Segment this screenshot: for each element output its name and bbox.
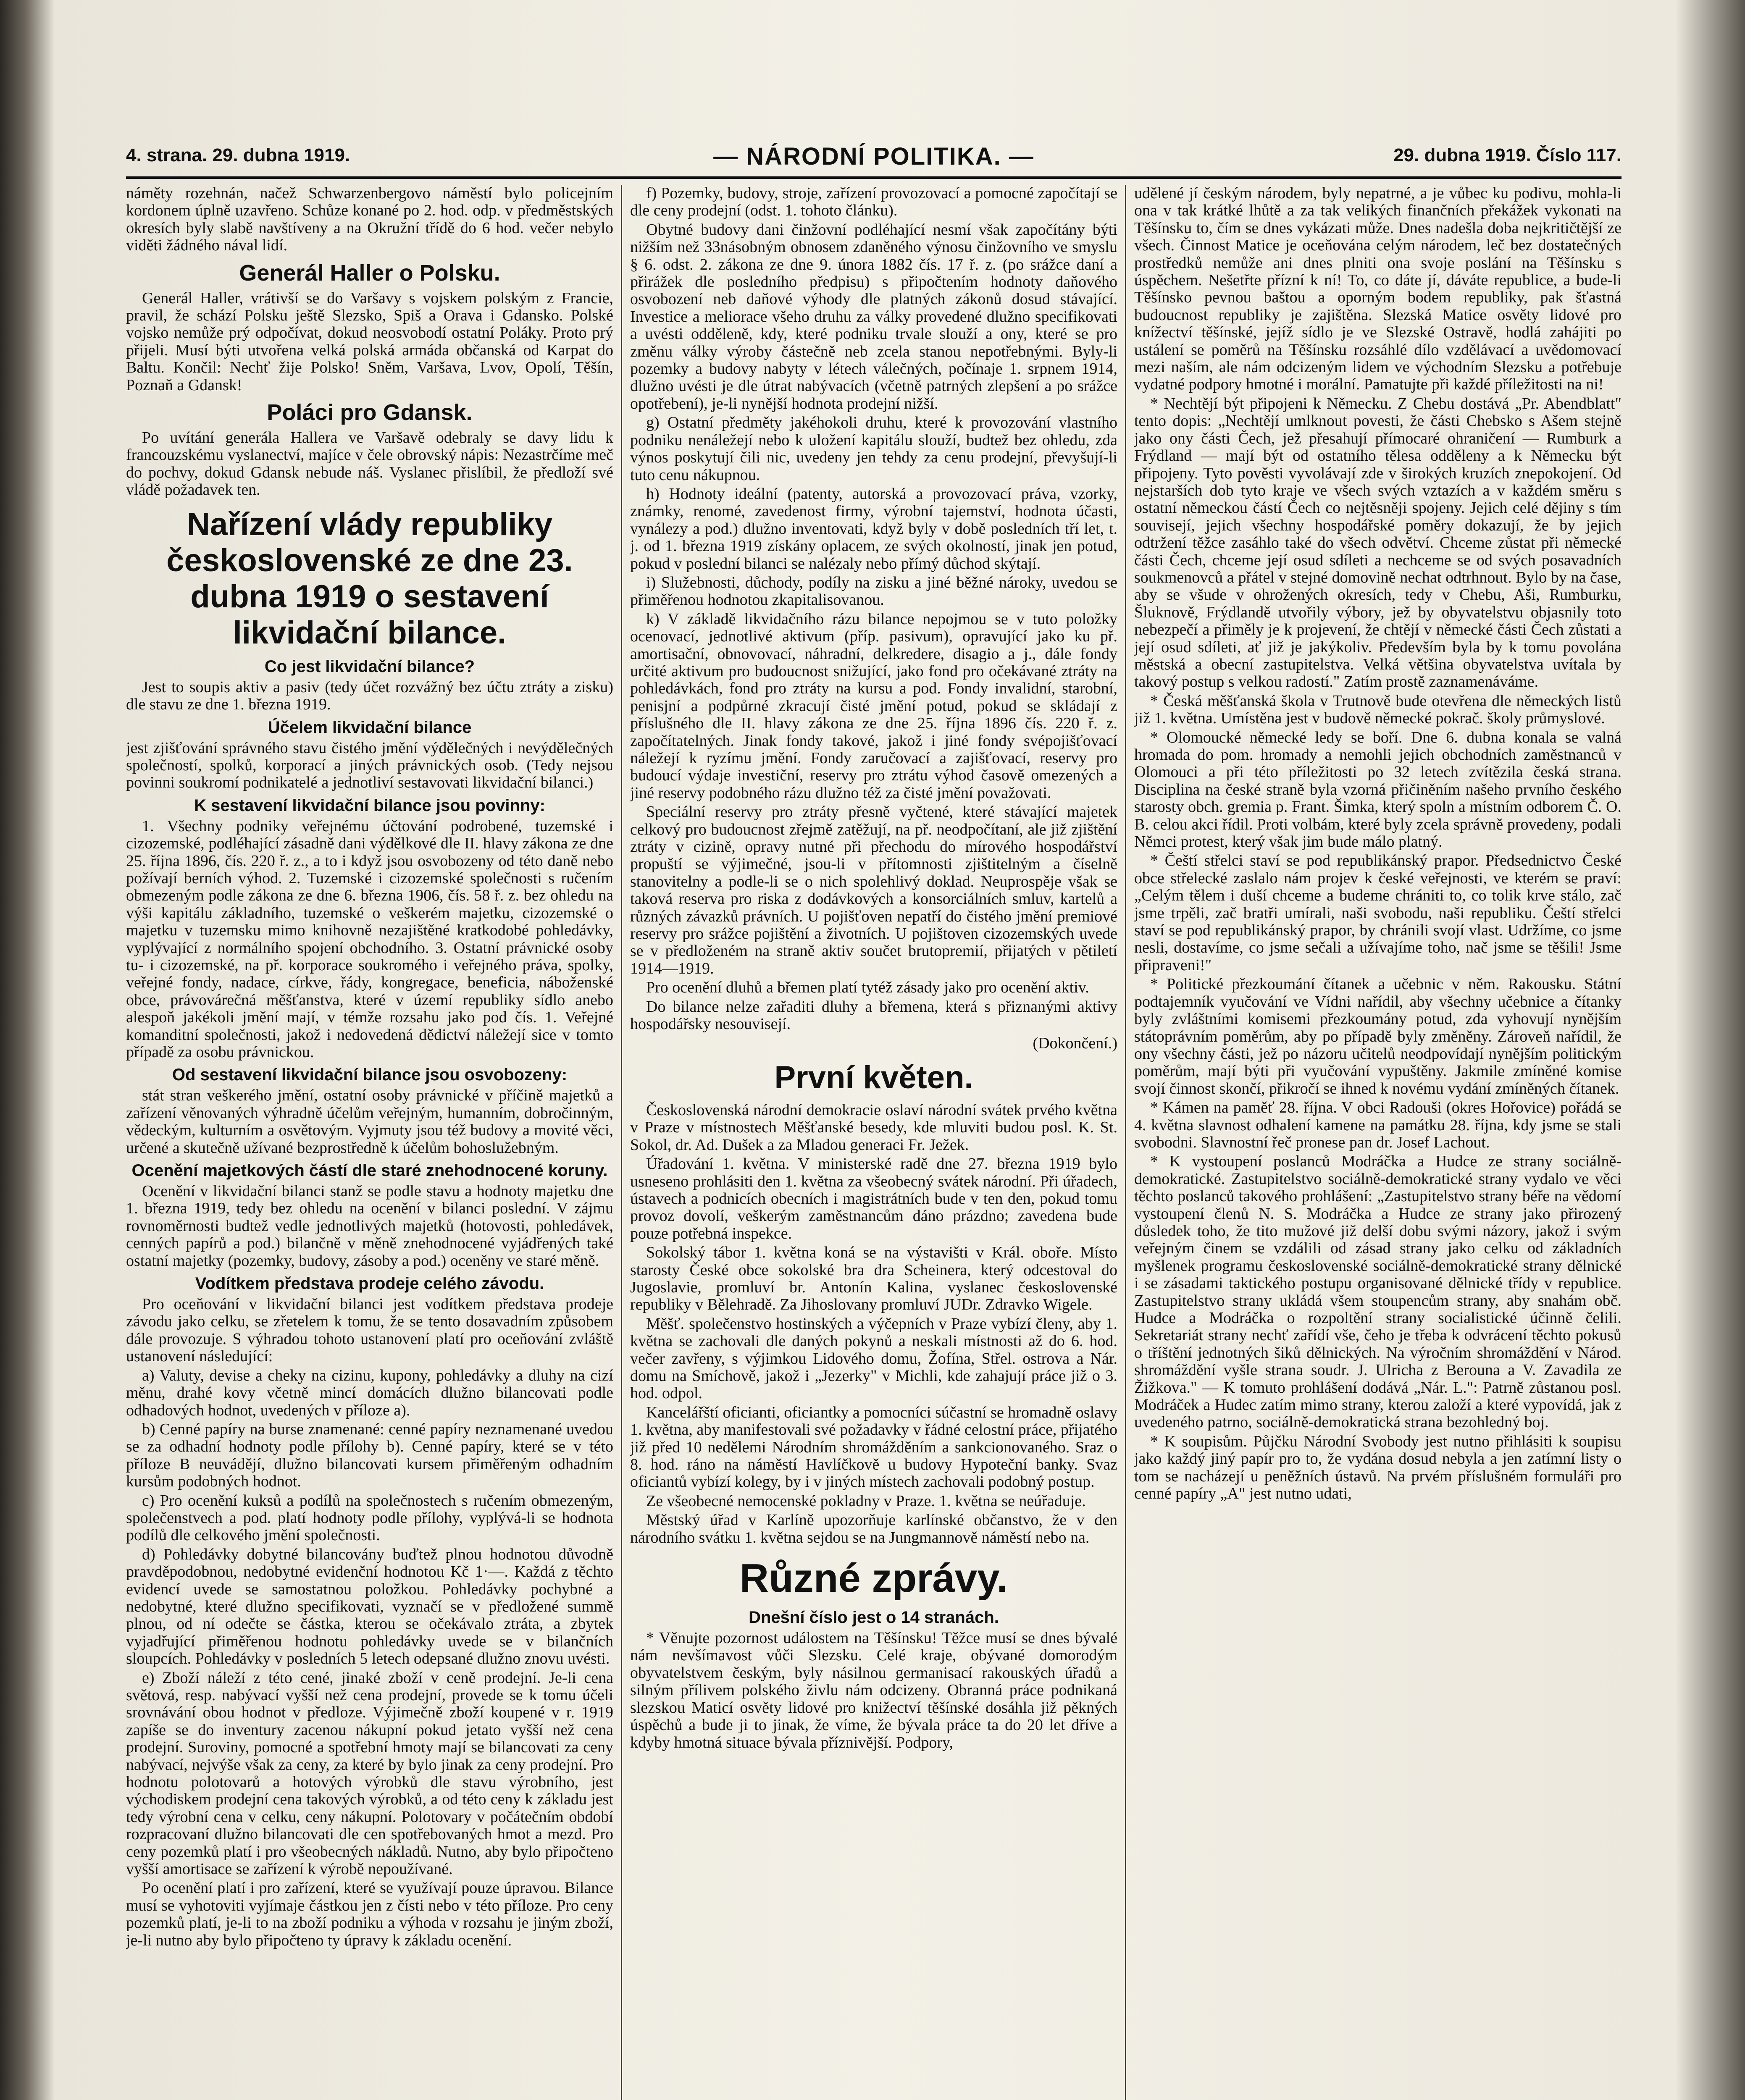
article-text: Úřadování 1. května. V ministerské radě dne 27. března 1919 bylo usneseno prohlásiti den 1. května za všeobecný svátek národní. Při úřadech, ústavech a podnicích obecních i magistrátních bude v ten den, pokud tomu provoz dovolí, veškerým zaměstnancům dáno prázdno; zavedena bude pouze potřebná inspekce. bbox=[630, 1155, 1117, 1242]
article-text: Obytné budovy dani činžovní podléhající nesmí však započítány býti nižším než 33násobným obnosem zdaněného výnosu činžovního ve smyslu § 6. odst. 2. zákona ze dne 9. února 1882 čís. 17 ř. z. (po srážce daní a přirážek dle posledního předpisu) s připočtením hodnoty daňového osvobození neb daňové výhody dle platných zákonů dosud stávající. Investice a meliorace všeho druhu za války provedené dlužno specifikovati a uvésti odděleně, kdy, které podniku trvale slouží a ony, které se pro změnu války výroby částečně neb zcela stanou nepotřebnými. Byly-li pozemky a budovy nabyty v létech válečných, počínaje 1. srpnem 1914, dlužno uvésti je dle útrat nabývacích (včetně patrných zlepšení a po srážce opotřebení), je-li nynější hodnota prodejní nižší. bbox=[630, 220, 1117, 412]
article-text: a) Valuty, devise a cheky na cizinu, kupony, pohledávky a dluhy na cizí měnu, drahé kovy včetně mincí domácích dlužno bilancovati podle odhadových hodnot, uvedených v příloze a). bbox=[126, 1366, 613, 1419]
article-text: Ocenění v likvidační bilanci stanž se podle stavu a hodnoty majetku dne 1. března 1919, tedy bez ohledu na ocenění v bilanci poslední. V zájmu rovnoměrnosti budtež vedle jednotlivých majetků (hotovosti, pohledávek, cenných papírů a pod.) bilančně v měně znehodnocené vyjádřených také ostatní majetky (pozemky, budovy, zásoby a pod.) oceněny ve staré měně. bbox=[126, 1182, 613, 1270]
article-text: Do bilance nelze zařaditi dluhy a břemena, která s přiznanými aktivy hospodářsky nesouvisejí. bbox=[630, 998, 1117, 1033]
article-subheading: Vodítkem představa prodeje celého závodu. bbox=[195, 1274, 544, 1293]
section-headline: Různé zprávy. bbox=[739, 1556, 1008, 1601]
article-text: jest zjišťování správného stavu čistého jmění výdělečných i nevýdělečných společností, spolků, korporací a jiných právnických osob. (Tedy nejsou povinni soukromí podnikatelé a jednotliví sestavovati likvidační bilanci.) bbox=[126, 739, 613, 792]
article-text: * Čeští střelci staví se pod republikánský prapor. Předsednictvo České obce střelecké zaslalo nám projev k české veřejnosti, ve kterém se praví: „Celým tělem i duší chceme a budeme chrániti to, co tolik krve stálo, zač jsme trpěli, zač bratři umírali, naši svobodu, naši republiku. Čeští střelci staví se pod republikánský prapor, by chránili svojí vlast. Udržíme, co jsme nesli, dostavíme, co jsme sečali a užívajíme toho, nač jsme se těšili! Jsme připraveni!" bbox=[1134, 852, 1621, 974]
article-text: Sokolský tábor 1. května koná se na výstavišti v Král. oboře. Místo starosty České obce sokolské bra dra Scheinera, který odcestoval do Jugoslavie, promluví br. Antonín Kalina, vyslanec československé republiky v Bělehradě. Za Jihoslovany promluví JUDr. Zdravko Wigele. bbox=[630, 1244, 1117, 1314]
article-heading: Poláci pro Gdansk. bbox=[267, 400, 473, 425]
article-headline: Nařízení vlády republiky československé ze dne 23. dubna 1919 o sestavení likvidační bilance. bbox=[166, 506, 573, 651]
article-text: f) Pozemky, budovy, stroje, zařízení provozovací a pomocné započítají se dle ceny prodejní (odst. 1. tohoto článku). bbox=[630, 185, 1117, 220]
header-issue-number: 29. dubna 1919. Číslo 117. bbox=[1393, 145, 1621, 165]
article-text: 1. Všechny podniky veřejnému účtování podrobené, tuzemské i cizozemské, podléhající zásadně dani výdělkové dle II. hlavy zákona ze dne 25. října 1896, čís. 220 ř. z., a to i když jsou osvobozeny od této daně nebo požívají berních výhod. 2. Tuzemské i cizozemské společnosti s ručením obmezeným podle zákona ze dne 6. března 1906, čís. 58 ř. z. bez ohledu na výši kapitálu základního, tuzemské o veškerém majetku, cizozemské o majetku v tuzemsku mimo knihovně nezajištěné kratkodobé pohledávky, vyplývající z normálního spojení obchodního. 3. Ostatní právnické osoby tu- i cizozemské, na př. korporace soukromého i veřejného práva, spolky, veřejné fondy, nadace, církve, řády, kongregace, beneficia, náboženské obce, právovárečná měšťanstva, které v území republiky sídlo anebo alespoň jakékoli jmění mají, v témže rozsahu jako pod čís. 1. Veřejné komanditní společnosti, jakož i nedovedená dědictví náležejí sice v tomto případě za osobu právnickou. bbox=[126, 817, 613, 1061]
article-text: Generál Haller, vrátivší se do Varšavy s vojskem polským z Francie, pravil, že schází Polsku ještě Slezsko, Spiš a Orava i Gdansko. Polské vojsko nemůže prý odpočívat, dokud neosvobodí ostatní Poláky. Proto prý přijeli. Musí býti utvořena velká polská armáda občanská od Karpat do Baltu. Končil: Nechť žije Polsko! Sněm, Varšava, Lvov, Opolí, Těšín, Poznaň a Gdansk! bbox=[126, 289, 613, 394]
article-text: * Kámen na paměť 28. října. V obci Radouši (okres Hořovice) pořádá se 4. května slavnost odhalení kamene na památku 28. října, kdy jsme se stali svobodni. Slavnostní řeč pronese pan dr. Josef Lachout. bbox=[1134, 1099, 1621, 1151]
article-text: Ze všeobecné nemocenské pokladny v Praze. 1. května se neúřaduje. bbox=[646, 1492, 1086, 1510]
article-continuation-note: (Dokončení.) bbox=[1033, 1034, 1117, 1052]
article-subheading: Účelem likvidační bilance bbox=[268, 718, 472, 737]
article-text: h) Hodnoty ideální (patenty, autorská a provozovací práva, vzorky, známky, renomé, zavedenost firmy, výrobní tajemství, hodnota účasti, vynálezy a pod.) dlužno inventovati, když byly v době posledních tří let, t. j. od 1. března 1919 získány oplacem, ze svých okolností, jinak jen potud, pokud v poslední bilanci se nalézaly nebo přímý důchod skýtají. bbox=[630, 485, 1117, 572]
article-text: b) Cenné papíry na burse znamenané: cenné papíry neznamenané uvedou se za odhadní hodnoty podle přílohy b). Cenné papíry, které se v této příloze B neuvádějí, dlužno bilancovati kursem přiměřeným odhadním kursům podobných hodnot. bbox=[126, 1420, 613, 1491]
article-text: Pro oceňování v likvidační bilanci jest vodítkem představa prodeje závodu jako celku, se zřetelem k tomu, že se tento dosavadním způsobem dále provozuje. S výhradou tohoto ustanovení platí pro oceňování zvláště ustanovení následující: bbox=[126, 1295, 613, 1365]
article-text: * Česká měšťanská škola v Trutnově bude otevřena dle německých listů již 1. května. Umístěna jest v budově německé pokrač. školy průmyslové. bbox=[1134, 692, 1621, 727]
article-text: náměty rozehnán, načež Schwarzenbergovo náměstí bylo policejním kordonem úplně uzavřeno. Schůze konané po 2. hod. odp. v předměstských okresích byly slabě navštíveny a na Okružní třídě do 6 hod. večer nebylo viděti žádného nával lidí. bbox=[126, 185, 613, 255]
section-subheading: Dnešní číslo jest o 14 stranách. bbox=[749, 1608, 999, 1627]
column-3 bbox=[1134, 185, 1621, 2100]
column-divider bbox=[621, 185, 622, 2100]
article-text: d) Pohledávky dobytné bilancovány buďtež plnou hodnotou důvodně pravděpodobnou, nedobytné evidenční hodnotou Kč 1·—. Každá z těchto evidencí uvede se samostatnou položkou. Pohledávky pochybné a nedobytné, které dlužno specifikovati, vyznačí se v předložené summě plnou, od ní odečte se částka, kterou se očekávalo ztráta, a zbytek vyjadřující přiměřenou hodnotu pohledávky uvede se v bilančních sloupcích. Pohledávky v posledních 5 letech odepsané dlužno znovu uvésti. bbox=[126, 1545, 613, 1668]
article-text: * Olomoucké německé ledy se boří. Dne 6. dubna konala se valná hromada do pom. hromady a nemohli jejich obchodních zaměstnanců v Olomouci a při této příležitosti po 32 letech zvítězila česká strana. Disciplina na české straně byla vzorná přičiněním našeho prvního českého starosty obch. gremia p. Frant. Šimka, který spoln a místním odborem Č. O. B. celou akci řídil. Proti volbám, které byly zcela správně provedeny, podali Němci protest, který však jim bude málo platný. bbox=[1134, 728, 1621, 851]
masthead-title: — NÁRODNÍ POLITIKA. — bbox=[713, 143, 1034, 170]
article-text: Po ocenění platí i pro zařízení, které se využívají pouze úpravou. Bilance musí se vyhotoviti vyjímaje částkou jen z čísti nebo v této příloze. Pro ceny pozemků platí, je-li to na zboží podniku a výhoda v rozsahu je jiným zboží, je-li nutno aby bylo připočteno ty úpravy k základu ocenění. bbox=[126, 1879, 613, 1949]
article-text: Po uvítání generála Hallera ve Varšavě odebraly se davy lidu k francouzskému vyslanectví, majíce v čele obrovský nápis: Nezastrčíme meč do pochvy, dokud Gdansk nebude náš. Vyslanec přislíbil, že předloží své vládě požadavek ten. bbox=[126, 429, 613, 499]
article-text: k) V základě likvidačního rázu bilance nepojmou se v tuto položky ocenovací, jednotlivé aktivum (příp. pasivum), opravující jako ku př. amortisační, obnovovací, náhradní, delkredere, disagio a j., dále fondy určité aktivum pro budoucnost snižující, jako fond pro očekávané ztráty na pohledávkách, fond pro ztráty na kursu a pod. Fondy invalidní, starobní, penisjní a podpůrné zkracují čisté jmění potud, pokud se skládají z příslušného dle II. hlavy zákona ze dne 25. října 1896 čís. 220 ř. z. započítatelných. Jinak fondy takové, jakož i jiné fondy svépojišťovací náležejí k ryzímu jmění. Fondy zaručovací a zajišťovací, reservy pro budoucí výdaje investiční, reservy pro ztrátu výhod časově omezených a jiné reservy podobného rázu dlužno též za čisté jmění považovati. bbox=[630, 610, 1117, 802]
article-subheading: Co jest likvidační bilance? bbox=[264, 657, 475, 676]
article-headline: První květen. bbox=[774, 1059, 973, 1095]
article-text: udělené jí českým národem, byly nepatrné, a je vůbec ku podivu, mohla-li ona v tak krátké lhůtě a za tak velikých finančních překážek vykonati na Těšínsku to, čím se dnes vykázati může. Dnes nadešla doba nejkritičtější ze všech. Činnost Matice je oceňována celým národem, leč bez dostatečných prostředků nemůže ani dnes plniti ona svoje poslání na Těšínsku s úspěchem. Nešetřte přízní k ní! To, co dáte jí, dáváte republice, a bude-li Těšínsko pevnou baštou a oporným bodem republiky, pak šťastná budoucnost republiky je zajištěna. Slezská Matice osvěty lidové pro knížectví těšínské, jejíž sídlo je ve Slezské Ostravě, hodlá zahájiti po ustálení se poměrů na Těšínsku rozsáhlé dílo vzdělávací a uvědomovací mezi naším, ale nám odcizeným lidem ve východním Slezsku a potřebuje vydatné podpory hmotné i morální. Pamatujte při každé příležitosti na ni! bbox=[1134, 185, 1621, 394]
header-page-date: 4. strana. 29. dubna 1919. bbox=[126, 145, 350, 165]
article-text: Měšť. společenstvo hostinských a výčepních v Praze vybízí členy, aby 1. května se zachovali dle daných pokynů a neskali místnosti až do 6. hod. večer zavřeny, s výjimkou Lidového domu, Žofína, Střel. ostrova a Nár. domu na Smíchově, jakož i „Jezerky" v Michli, kde zahajují práce již o 3. hod. odpol. bbox=[630, 1315, 1117, 1402]
article-text: * Politické přezkoumání čítanek a učebnic v něm. Rakousku. Státní podtajemník vyučování ve Vídni nařídil, aby všechny učebnice a čítanky byly zvláštními komisemi přezkoumány potud, zda vyhovují nynějším státoprávním poměrům, aby po případě byly změněny. Zároveň nařídil, že ony všechny části, jež po názoru učitelů neodpovídají nynějším politickým poměrům, mají býti při vyučování vypuštěny. Jakmile zmíněné komise svojí činnost skončí, přikročí se ihned k novému vydání zmíněných čítanek. bbox=[1134, 975, 1621, 1097]
article-text: * K soupisům. Půjčku Národní Svobody jest nutno přihlásiti k soupisu jako každý jiný papír pro to, že vydána dosud nebyla a jen zatímní listy o tom se nacházejí u peněžních ústavů. Na prvém příslušném formuláři pro cenné papíry „A" jest nutno udati, bbox=[1134, 1432, 1621, 1503]
article-text: c) Pro ocenění kuksů a podílů na společnostech s ručením obmezeným, společenstvech a pod. platí hodnoty podle přílohy, vyplývá-li se hodnota podílů dle celkového jmění společnosti. bbox=[126, 1491, 613, 1544]
header-rule bbox=[126, 176, 1621, 179]
article-text: Kancelářští oficianti, oficiantky a pomocníci súčastní se hromadně oslavy 1. května, aby manifestovali své požadavky v řádné celostní práce, přijatého již před 10 nedělemi Národním shromážděním a sankcionovaného. Sraz o 8. hod. ráno na náměstí Havlíčkově u budovy Hypoteční banky. Svaz oficiantů vybízí kolegy, by i v jiných místech zachovali podobný postup. bbox=[630, 1403, 1117, 1491]
article-subheading: K sestavení likvidační bilance jsou povinny: bbox=[194, 796, 545, 815]
article-text: * Nechtějí být připojeni k Německu. Z Chebu dostává „Pr. Abendblatt" tento dopis: „Nechtějí umlknout povesti, že části Chebsko s Ašem stejně jako ony části Čech, jež přesahují přímocaré ohraničení — Rumburk a Frýdland — mají být od ostatního tělesa odděleny a k Německu být připojeny. Tyto pověsti vyvolávají zde v širokých kruzích znepokojení. Od nejstarších dob tyto kraje ve všech svých vztazích a v každém směru s ostatní německou částí Čech co nejtěsněji spojeny. Jejich celé dějiny s tím souvisejí, jejich všechny hospodářské poměry dokazují, že by jejich odtržení těžce zasáhlo také do všech odvětví. Chceme zůstat při německé části Čech, chceme její osud sdíleti a nechceme se od svých posavadních soukmenovců a přátel v stejné domovině nechat odtrhnout. Bylo by na čase, aby se všude v ohrožených okresích, tedy v Chebu, Aši, Rumburku, Šluknově, Frýdlandě utvořily výbory, jež by obyvatelstvu objasnily toto nebezpečí a přiměly je k projevení, že chtějí v německé části Čech zůstati a její osud sdíleti, ať již je jakýkoliv. Především byla by k tomu povolána městská a obecní zastupitelstva. Velká většina obyvatelstva uvítala by takový postup s velkou radostí." Zatím prostě zaznamenáváme. bbox=[1134, 394, 1621, 691]
article-text: i) Služebnosti, důchody, podíly na zisku a jiné běžné nároky, uvedou se přiměřenou hodnotou zkapitalisovanou. bbox=[630, 573, 1117, 609]
article-text: stát stran veškerého jmění, ostatní osoby právnické v příčině majetků a zařízení věnovaných výhradně účelům veřejným, humanním, dobročinným, vědeckým, kulturním a osvětovým. Vyjmuty jsou též budovy a movité věci, určené a skutečně užívané bezprostředně k účelům bohoslužebným. bbox=[126, 1087, 613, 1157]
article-text: Speciální reservy pro ztráty přesně vyčtené, které stávající majetek celkový pro budoucnost zřejmě zatěžují, na př. neodpočítaní, ale již zjištění ztráty v cizině, opravy nutné při přechodu do mírového hospodářství propuští se výjimečné, jsou-li v přítomnosti zjištitelným a číselně stanovitelny a podle-li se o nich spolehlivý doklad. Neuprospěje však se taková reserva pro riska z dodávkových a konsorciálních smluv, kartelů a různých závazků právních. U pojišťoven nepatří do čistého jmění premiové reservy pro srážce pojištění a životních. U pojištoven cizozemských uvede se v předloženém na straně aktiv součet brutopremií, přijatých v pětiletí 1914—1919. bbox=[630, 803, 1117, 977]
article-text: Městský úřad v Karlíně upozorňuje karlínské občanstvo, že v den národního svátku 1. května sejdou se na Jungmannově náměstí nebo na. bbox=[630, 1511, 1117, 1546]
article-subheading: Od sestavení likvidační bilance jsou osvobozeny: bbox=[172, 1066, 568, 1084]
article-subheading: Ocenění majetkových částí dle staré znehodnocené koruny. bbox=[131, 1161, 608, 1180]
article-text: Pro ocenění dluhů a břemen platí tytéž zásady jako pro ocenění aktiv. bbox=[646, 979, 1089, 997]
column-1 bbox=[126, 185, 613, 2100]
column-divider bbox=[1125, 185, 1126, 2100]
article-heading: Generál Haller o Polsku. bbox=[239, 260, 500, 286]
article-text: e) Zboží náleží z této cené, jinaké zboží v ceně prodejní. Je-li cena světová, resp. nabývací vyšší než cena prodejní, provede se k tomu účeli srovnávání obou hodnot v předloze. Výjimečně zboží koupené v r. 1919 zapíše se do inventury zacenou nákupní pokud jetato vyšší než cena prodejní. Suroviny, pomocné a spotřební hmoty mají se bilancovati za ceny nabývací, nejvýše však za ceny, za které by bylo jinak za ceny prodejní. Pro hodnotu polotovarů a hotových výrobků dle stavu výrobního, jest východiskem prodejní cena takových výrobků, a od této ceny k základu jest tedy výrobní cena v celku, ceny nákupní. Polotovary v počátečním období rozpracovaní dlužno bilancovati dle cen spotřebovaných hmot a mezd. Pro ceny pozemků platí i pro všeobecných nákladů. Nutno, aby bylo připočteno vyšší amortisace se zařízení k výrobě nepoužívané. bbox=[126, 1669, 613, 1878]
article-text: Jest to soupis aktiv a pasiv (tedy účet rozvážný bez účtu ztráty a zisku) dle stavu ze dne 1. března 1919. bbox=[126, 678, 613, 714]
article-text: * Věnujte pozornost událostem na Těšínsku! Těžce musí se dnes bývalé nám nevšímavost vůči Slezsku. Celé kraje, obývané domorodým obyvatelstvem českým, byly násilnou germanisací rakouských úřadů a silným přílivem polského živlu nám odcizeny. Obranná práce podnikaná slezskou Maticí osvěty lidové pro knižectví těšínské dosáhla již pěkných úspěchů a bude ji to jinak, že víme, že bývala práce ta do 20 let dříve a kdyby hmotná situace bývala příznivější. Podpory, bbox=[630, 1629, 1117, 1751]
article-text: Československá národní demokracie oslaví národní svátek prvého května v Praze v místnostech Měšťanské besedy, kde mluviti budou posl. K. St. Sokol, dr. Ad. Dušek a za Mladou generaci Fr. Ježek. bbox=[630, 1101, 1117, 1154]
article-text: * K vystoupení poslanců Modráčka a Hudce ze strany sociálně-demokratické. Zastupitelstvo sociálně-demokratické strany vydalo ve věci těchto poslanců takového prohlášení: „Zastupitelstvo strany béře na vědomí vystoupení členů N. S. Modráčka a Hudce ze strany jako přirozený důsledek toho, že tito mužové již delší dobu svými názory, jakož i svým veřejným činem se vzdálili od zásad strany jako celku od základních myšlenek programu československé sociálně-demokratické strany dělnické i se zásadami taktického postupu organisované dělnické třídy v republice. Zastupitelstvo strany ukládá všem stoupencům strany, aby snahám obč. Hudce a Modráčka o rozpoltění strany socialistické účinně čelili. Sekretariát strany nechť zařídí vše, čeho je třeba k odvrácení těchto pokusů o tříštění jednotných šiků dělnických. Na výročním shromáždění v Národ. shromáždění vyšle strana soudr. J. Ulricha z Berouna a V. Zavadila ze Žižkova." — K tomuto prohlášení dodává „Nár. L.": Patrně zůstanou posl. Modráček a Hudec zatím mimo strany, kterou založí a které vypovídá, jak z uvedeného patrno, sociálně-demokratická strana bezohledný boj. bbox=[1134, 1152, 1621, 1431]
column-2 bbox=[630, 185, 1117, 2100]
page-header bbox=[126, 145, 1621, 174]
article-text: g) Ostatní předměty jakéhokoli druhu, které k provozování vlastního podniku nenáležejí nebo k uložení kapitálu slouží, budtež bez ohledu, zda výnos poskytují čili nic, uvedeny jen tehdy za cenu prodejní, převyšují-li tuto cenu nákupnou. bbox=[630, 414, 1117, 484]
